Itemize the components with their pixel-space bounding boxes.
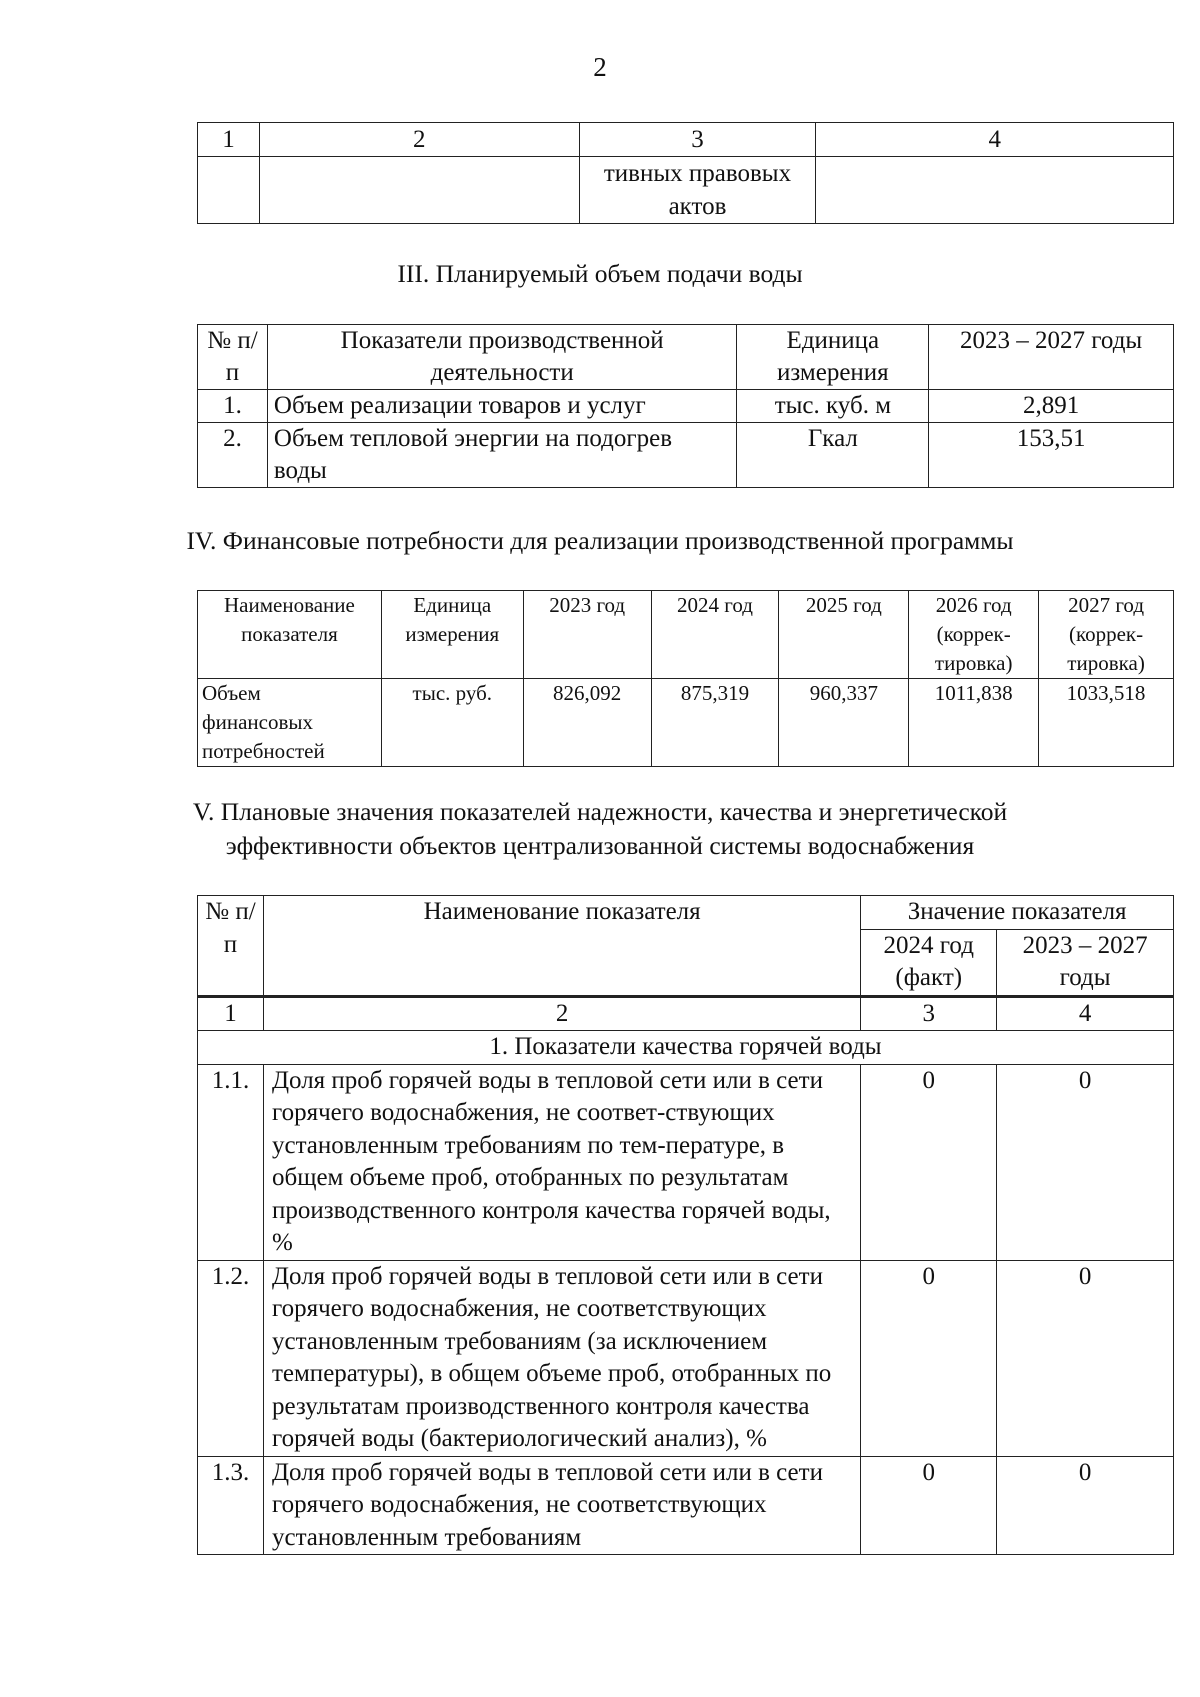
header-unit: Единица измерения: [381, 591, 523, 679]
row-num: 1.1.: [198, 1064, 264, 1260]
column-index-1: 1: [198, 996, 264, 1031]
row-text: Доля проб горячей воды в тепловой сети или в сети горячего водоснабжения, не соответ-ствующих установленным требованиям по тем-пературе, в общем объеме проб, отобранных по результатам производственного контроля качества горячей воды, %: [263, 1064, 860, 1260]
section-5-title-line-1: V. Плановые значения показателей надежности, качества и энергетической: [192, 797, 1008, 826]
row-fact: 0: [861, 1260, 997, 1456]
cell-empty: [816, 157, 1174, 224]
table-header-row: [198, 123, 1174, 157]
row-num: 1.3.: [198, 1456, 264, 1555]
table-row: [198, 390, 1174, 423]
section-4-table: [197, 590, 1174, 767]
header-2027: 2027 год (коррек-тировка): [1039, 591, 1174, 679]
row-num: 1.2.: [198, 1260, 264, 1456]
row-text: Доля проб горячей воды в тепловой сети или в сети горячего водоснабжения, не соответствующих установленным требованиям (за исключением температуры), в общем объеме проб, отобранных по результатам производственного контроля качества горячей воды (бактериологический анализ), %: [263, 1260, 860, 1456]
row-plan: 0: [997, 1260, 1174, 1456]
column-index-3: 3: [579, 123, 816, 157]
table-header-row: [198, 896, 1174, 930]
header-2026: 2026 год (коррек-тировка): [909, 591, 1039, 679]
header-unit: Единица измерения: [737, 325, 929, 390]
header-2024: 2024 год: [651, 591, 779, 679]
row-plan: 0: [997, 1456, 1174, 1555]
header-indicator: Показатели производственной деятельности: [267, 325, 737, 390]
header-num: № п/п: [198, 896, 264, 997]
column-index-4: 4: [997, 996, 1174, 1031]
row-fact: 0: [861, 1456, 997, 1555]
row-num: 2.: [198, 423, 268, 488]
section-5-title-line-2: эффективности объектов централизованной системы водоснабжения: [225, 831, 975, 860]
header-fact: 2024 год (факт): [861, 929, 997, 996]
value-2023: 826,092: [523, 679, 651, 767]
column-index-3: 3: [861, 996, 997, 1031]
table-row: [198, 1260, 1174, 1456]
row-value: 2,891: [929, 390, 1174, 423]
table-index-row: [198, 996, 1174, 1031]
row-unit: тыс. куб. м: [737, 390, 929, 423]
value-2026: 1011,838: [909, 679, 1039, 767]
header-num: № п/п: [198, 325, 268, 390]
header-period: 2023 – 2027 годы: [929, 325, 1174, 390]
table-row: [198, 1064, 1174, 1260]
row-name: Объем финансовых потребностей: [198, 679, 382, 767]
page-number: 2: [593, 52, 607, 82]
section-4-title: IV. Финансовые потребности для реализации производственной программы: [186, 526, 1014, 555]
section-5-table: [197, 895, 1174, 1555]
row-unit: тыс. руб.: [381, 679, 523, 767]
table-header-row: [198, 591, 1174, 679]
column-index-1: 1: [198, 123, 260, 157]
column-index-2: 2: [259, 123, 579, 157]
cell-empty: [198, 157, 260, 224]
row-value: 153,51: [929, 423, 1174, 488]
row-text: Доля проб горячей воды в тепловой сети или в сети горячего водоснабжения, не соответствующих установленным требованиям: [263, 1456, 860, 1555]
header-2023: 2023 год: [523, 591, 651, 679]
header-plan: 2023 – 2027 годы: [997, 929, 1174, 996]
value-2024: 875,319: [651, 679, 779, 767]
row-unit: Гкал: [737, 423, 929, 488]
row-indicator: Объем реализации товаров и услуг: [267, 390, 737, 423]
table-group-row: [198, 1031, 1174, 1065]
continuation-table: [197, 122, 1174, 224]
cell-continued-text: тивных правовых актов: [579, 157, 816, 224]
table-row: [198, 157, 1174, 224]
header-2025: 2025 год: [779, 591, 909, 679]
value-2027: 1033,518: [1039, 679, 1174, 767]
row-fact: 0: [861, 1064, 997, 1260]
row-indicator: Объем тепловой энергии на подогрев воды: [267, 423, 737, 488]
header-name: Наименование показателя: [263, 896, 860, 997]
header-name: Наименование показателя: [198, 591, 382, 679]
value-2025: 960,337: [779, 679, 909, 767]
row-plan: 0: [997, 1064, 1174, 1260]
table-header-row: [198, 325, 1174, 390]
section-3-table: [197, 324, 1174, 488]
group-title: 1. Показатели качества горячей воды: [198, 1031, 1174, 1065]
row-num: 1.: [198, 390, 268, 423]
table-row: [198, 423, 1174, 488]
table-row: [198, 1456, 1174, 1555]
column-index-4: 4: [816, 123, 1174, 157]
header-value-group: Значение показателя: [861, 896, 1174, 930]
section-3-title: III. Планируемый объем подачи воды: [397, 259, 803, 288]
cell-empty: [259, 157, 579, 224]
table-row: [198, 679, 1174, 767]
column-index-2: 2: [263, 996, 860, 1031]
